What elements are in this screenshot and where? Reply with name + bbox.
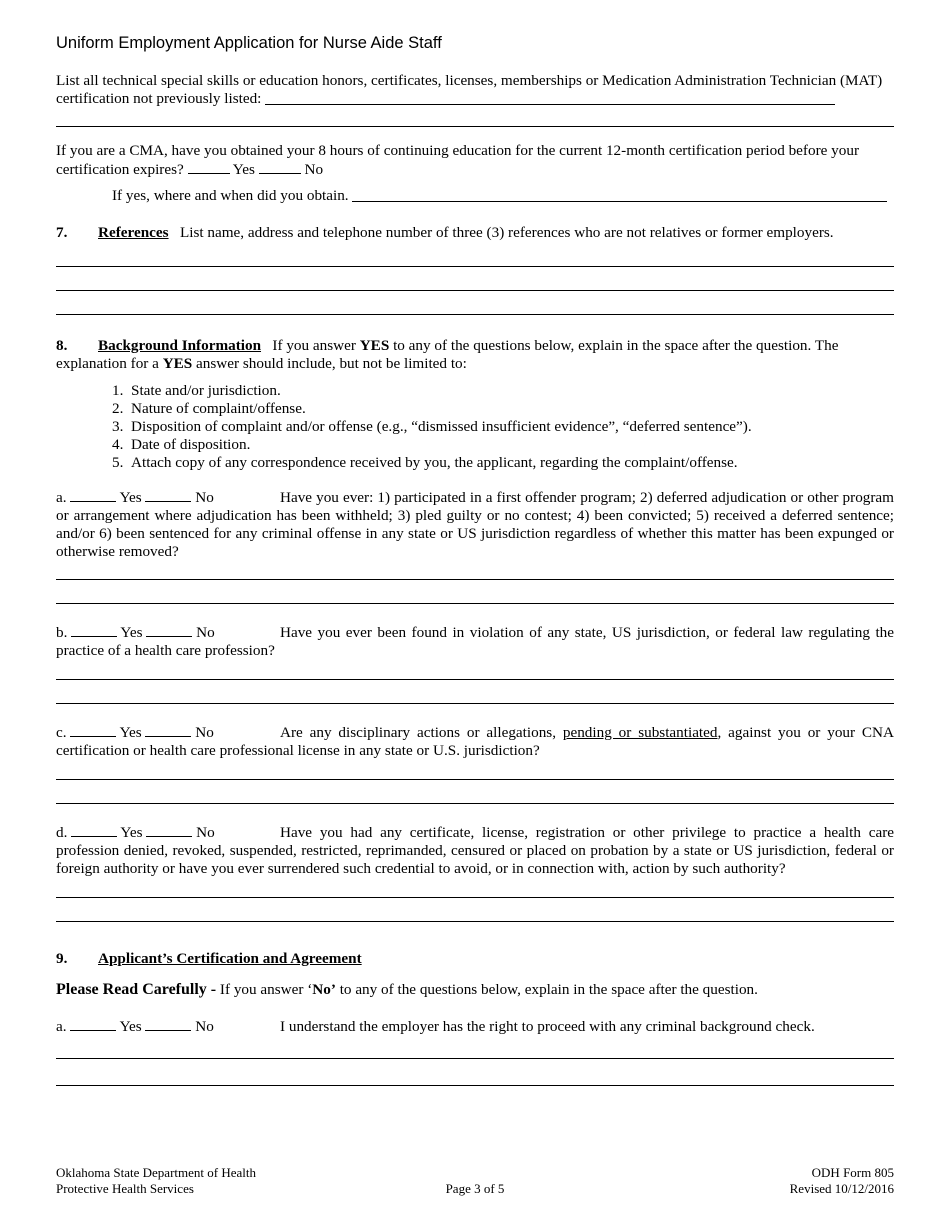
background-title: Background Information	[98, 337, 262, 354]
skills-line[interactable]	[56, 126, 894, 127]
cert-a-no-blank[interactable]	[145, 1017, 191, 1031]
references-title: References	[98, 224, 169, 241]
answer-line[interactable]	[56, 679, 894, 680]
background-heading: 8. Background Information If you answer YES to any of the questions below, explain in the space after the question. The explanation for a YES answer should include, but not be limited to:	[56, 337, 839, 372]
reference-line-2[interactable]	[56, 290, 894, 291]
page-title: Uniform Employment Application for Nurse Aide Staff	[56, 34, 442, 52]
answer-line[interactable]	[56, 1085, 894, 1086]
answer-line[interactable]	[56, 779, 894, 780]
q-d-no-blank[interactable]	[146, 823, 192, 837]
cma-no-blank[interactable]	[259, 160, 301, 174]
list-item: 4. Date of disposition.	[112, 436, 251, 453]
read-carefully: Please Read Carefully - If you answer ‘No’ to any of the questions below, explain in the space after the question.	[56, 981, 758, 998]
q-b-no-blank[interactable]	[146, 623, 192, 637]
cma-followup: If yes, where and when did you obtain.	[112, 187, 894, 205]
revision-date: Revised 10/12/2016	[789, 1181, 894, 1196]
background-list	[112, 382, 872, 472]
background-question-c: c. Yes No Are any disciplinary actions or allegations, pending or substantiated, against you or your CNA certification or health care professional license in any state or U.S. jurisdiction?	[56, 724, 894, 759]
cma-yes-blank[interactable]	[188, 160, 230, 174]
skills-blank[interactable]	[265, 103, 835, 105]
references-heading: 7. References List name, address and telephone number of three (3) references who are not relatives or former employers.	[56, 224, 834, 241]
answer-line[interactable]	[56, 803, 894, 804]
q-c-no-blank[interactable]	[145, 723, 191, 737]
answer-line[interactable]	[56, 603, 894, 604]
q-d-yes-blank[interactable]	[71, 823, 117, 837]
answer-line[interactable]	[56, 579, 894, 580]
certification-title: Applicant’s Certification and Agreement	[98, 950, 362, 967]
reference-line-1[interactable]	[56, 266, 894, 267]
answer-line[interactable]	[56, 897, 894, 898]
q-c-yes-blank[interactable]	[70, 723, 116, 737]
form-id: ODH Form 805	[811, 1165, 894, 1180]
answer-line[interactable]	[56, 1058, 894, 1059]
certification-question-a: a. Yes No I understand the employer has the right to proceed with any criminal background check.	[56, 1018, 815, 1035]
certification-heading: 9. Applicant’s Certification and Agreement	[56, 950, 362, 967]
list-item: 3. Disposition of complaint and/or offense (e.g., “dismissed insufficient evidence”, “deferred sentence”).	[112, 418, 752, 435]
cma-question: If you are a CMA, have you obtained your 8 hours of continuing education for the current 12-month certification period before your certification expires? Yes No	[56, 142, 860, 178]
answer-line[interactable]	[56, 703, 894, 704]
cert-a-yes-blank[interactable]	[70, 1017, 116, 1031]
footer-org: Oklahoma State Department of Health	[56, 1165, 256, 1180]
answer-line[interactable]	[56, 921, 894, 922]
list-item: 1. State and/or jurisdiction.	[112, 382, 281, 399]
q-a-yes-blank[interactable]	[70, 488, 116, 502]
list-item: 2. Nature of complaint/offense.	[112, 400, 306, 417]
q-a-no-blank[interactable]	[145, 488, 191, 502]
background-question-a: a. Yes No Have you ever: 1) participated in a first offender program; 2) deferred adjudication or other program or arrangement where adjudication has been withheld; 3) pled guilty or no contest; 4) been convicted; 5) received a deferred sentence; and/or 6) been sentenced for any criminal offense in any state or US jurisdiction regardless of whether this matter has been expunged or otherwise removed?	[56, 489, 894, 560]
cma-followup-blank[interactable]	[352, 200, 887, 202]
background-question-d: d. Yes No Have you had any certificate, license, registration or other privilege to practice a health care profession denied, revoked, suspended, restricted, reprimanded, censured or placed on probation by a state or US jurisdiction, federal or foreign authority or have you ever surrendered such credential to avoid, or in connection with, action by such authority?	[56, 824, 894, 877]
q-b-yes-blank[interactable]	[71, 623, 117, 637]
list-item: 5. Attach copy of any correspondence received by you, the applicant, regarding the complaint/offense.	[112, 454, 738, 471]
form-page	[56, 0, 894, 1230]
reference-line-3[interactable]	[56, 314, 894, 315]
skills-prompt: List all technical special skills or education honors, certificates, licenses, memberships or Medication Administration Technician (MAT) certification not previously listed:	[56, 72, 883, 107]
page-number: Page 3 of 5	[445, 1181, 505, 1196]
background-question-b: b. Yes No Have you ever been found in violation of any state, US jurisdiction, or federal law regulating the practice of a health care profession?	[56, 624, 894, 659]
footer-dept: Protective Health Services	[56, 1181, 194, 1196]
